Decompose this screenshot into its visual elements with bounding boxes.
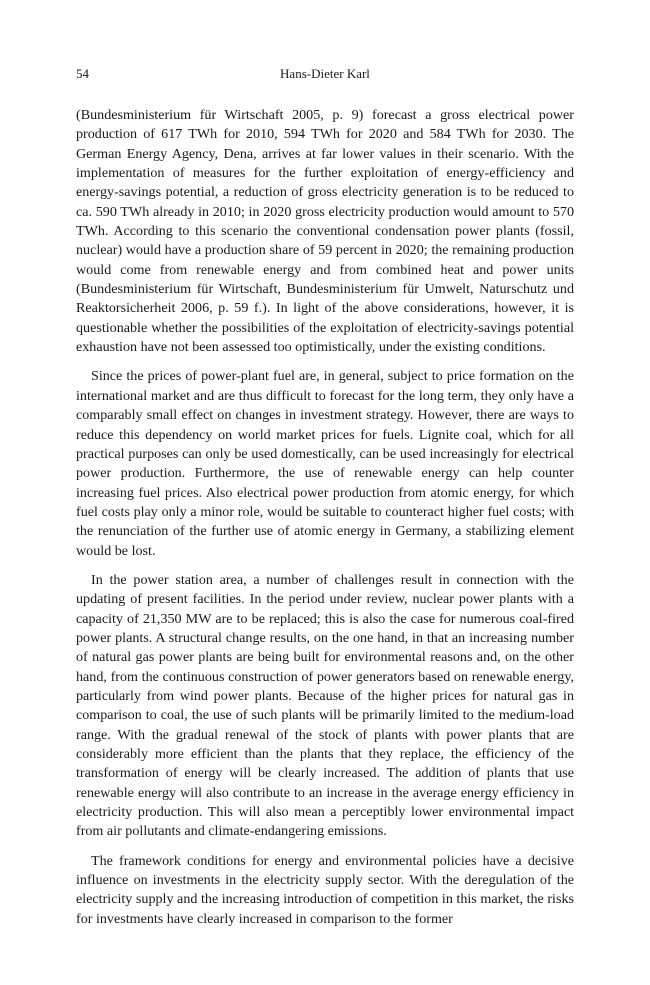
running-head-author: Hans-Dieter Karl <box>280 66 370 81</box>
book-page <box>76 66 574 939</box>
page-number: 54 <box>76 66 89 81</box>
running-head <box>76 66 574 88</box>
body-paragraph: Since the prices of power-plant fuel are, in general, subject to price formation on the international market and are thus difficult to forecast for the long term, they only have a comparably small effect on changes in investment strategy. However, there are ways to reduce this dependency on world market prices for fuels. Lignite coal, which for all practical purposes can only be used domestically, can be used increasingly for electrical power production. Furthermore, the use of renewable energy can help counter increasing fuel prices. Also electrical power production from atomic energy, for which fuel costs play only a minor role, would be suitable to counteract higher fuel costs; with the renunciation of the further use of atomic energy in Germany, a stabilizing element would be lost. <box>76 368 574 559</box>
body-paragraph: The framework conditions for energy and environmental policies have a decisive influence on investments in the electricity supply sector. With the deregulation of the electricity supply and the increasing introduction of competition in this market, the risks for investments have clearly increased in comparison to the former <box>76 852 574 927</box>
body-paragraph: (Bundesministerium für Wirtschaft 2005, p. 9) forecast a gross electrical power production of 617 TWh for 2010, 594 TWh for 2020 and 584 TWh for 2030. The German Energy Agency, Dena, arrives at far lower values in their scenario. With the implementation of measures for the further exploitation of energy-efficiency and energy-savings potential, a reduction of gross electricity generation is to be reduced to ca. 590 TWh already in 2010; in 2020 gross electricity production would amount to 570 TWh. According to this scenario the conventional condensation power plants (fossil, nuclear) would have a production share of 59 percent in 2020; the remaining production would come from renewable energy and from combined heat and power units (Bundesministerium für Wirtschaft, Bundesministerium für Umwelt, Naturschutz und Reaktorsicherheit 2006, p. 59 f.). In light of the above considerations, however, it is questionable whether the possibilities of the exploitation of electricity-savings potential exhaustion have not been assessed too optimistically, under the existing conditions. <box>76 107 574 356</box>
body-paragraph: In the power station area, a number of challenges result in connection with the updating of present facilities. In the period under review, nuclear power plants with a capacity of 21,350 MW are to be replaced; this is also the case for numerous coal-fired power plants. A structural change results, on the one hand, in that an increasing number of natural gas power plants are being built for environmental reasons and, on the other hand, from the continuous construction of power generators based on renewable energy, particularly from wind power plants. Because of the higher prices for natural gas in comparison to coal, the use of such plants will be primarily limited to the medium-load range. With the gradual renewal of the stock of plants with power plants that are considerably more efficient than the plants that they replace, the efficiency of the transformation of energy will be clearly increased. The addition of plants that use renewable energy will also contribute to an increase in the average energy efficiency in electricity production. This will also mean a perceptibly lower environmental impact from air pollutants and climate-endangering emissions. <box>76 571 574 840</box>
